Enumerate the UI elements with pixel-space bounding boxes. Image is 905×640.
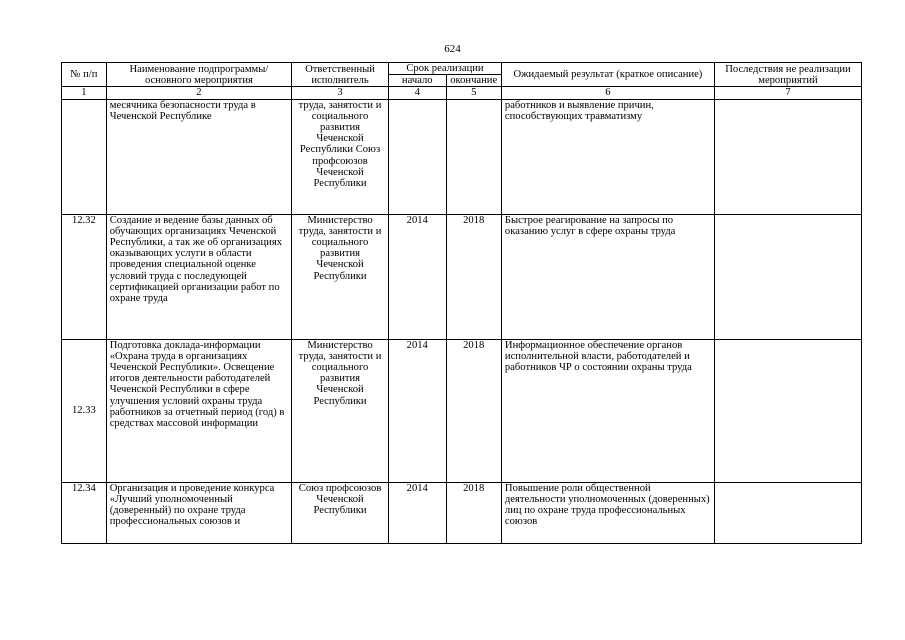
row-result: Быстрое реагирование на запросы по оказанию услуг в сфере охраны труда (501, 214, 714, 339)
row-num: 12.33 (62, 339, 107, 482)
row-result: работников и выявление причин, способствующих травматизму (501, 99, 714, 214)
row-end: 2018 (446, 214, 501, 339)
row-consequences (714, 214, 861, 339)
row-end: 2018 (446, 482, 501, 543)
header-period: Срок реализации (389, 63, 502, 75)
row-name: Подготовка доклада-информации «Охрана труда в организациях Чеченской Республики». Освещение итогов деятельности работодателей Чеченской Республики в сфере улучшения условий охраны труда работников за отчетный период (год) в средствах массовой информации (106, 339, 291, 482)
page-number: 624 (444, 43, 461, 55)
header-num: № п/п (62, 63, 107, 87)
row-name: Создание и ведение базы данных об обучающих организациях Чеченской Республики, а так же об организациях оказывающих услуги в области проведения специальной оценке условий труда с последующей сертификацией организации работ по охране труда (106, 214, 291, 339)
row-name: Организация и проведение конкурса «Лучший уполномоченный (доверенный) по охране труда профессиональных союзов и (106, 482, 291, 543)
col-number: 5 (446, 87, 501, 99)
row-executor: Союз профсоюзов Чеченской Республики (292, 482, 389, 543)
row-start: 2014 (389, 214, 447, 339)
header-start: начало (389, 75, 447, 87)
row-start: 2014 (389, 482, 447, 543)
row-name: месячника безопасности труда в Чеченской Республике (106, 99, 291, 214)
row-executor: Министерство труда, занятости и социального развития Чеченской Республики (292, 339, 389, 482)
header-executor: Ответственный исполнитель (292, 63, 389, 87)
row-start (389, 99, 447, 214)
row-end (446, 99, 501, 214)
row-executor: труда, занятости и социального развития Чеченской Республики Союз профсоюзов Чеченской Республики (292, 99, 389, 214)
col-number: 2 (106, 87, 291, 99)
row-consequences (714, 339, 861, 482)
row-end: 2018 (446, 339, 501, 482)
row-result: Повышение роли общественной деятельности уполномоченных (доверенных) лиц по охране труда профессиональных союзов (501, 482, 714, 543)
header-result: Ожидаемый результат (краткое описание) (501, 63, 714, 87)
col-number: 7 (714, 87, 861, 99)
program-table (61, 62, 862, 544)
col-number: 3 (292, 87, 389, 99)
col-number: 4 (389, 87, 447, 99)
col-number: 6 (501, 87, 714, 99)
row-result: Информационное обеспечение органов исполнительной власти, работодателей и работников ЧР о состоянии охраны труда (501, 339, 714, 482)
table-row (62, 99, 862, 214)
row-num: 12.34 (62, 482, 107, 543)
row-num: 12.32 (62, 214, 107, 339)
table-row (62, 339, 862, 482)
row-start: 2014 (389, 339, 447, 482)
row-consequences (714, 99, 861, 214)
table-row (62, 214, 862, 339)
row-executor: Министерство труда, занятости и социального развития Чеченской Республики (292, 214, 389, 339)
header-end: окончание (446, 75, 501, 87)
header-name: Наименование подпрограммы/ основного мероприятия (106, 63, 291, 87)
row-consequences (714, 482, 861, 543)
header-consequences: Последствия не реализации мероприятий (714, 63, 861, 87)
table-row (62, 482, 862, 543)
row-num (62, 99, 107, 214)
col-number: 1 (62, 87, 107, 99)
